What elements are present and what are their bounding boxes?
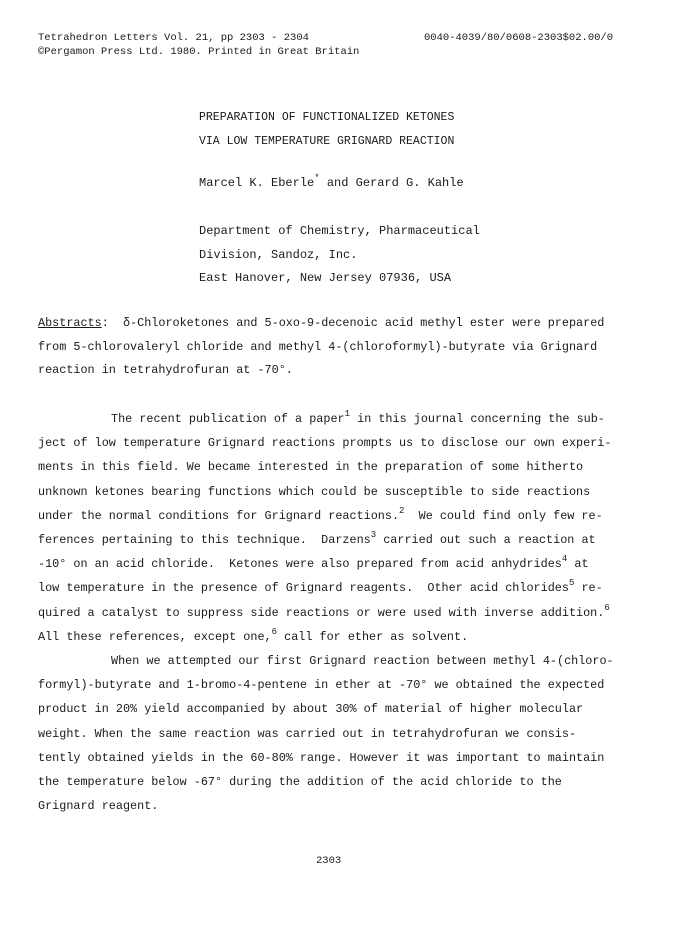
text-span: at bbox=[567, 557, 589, 572]
text-span: carried out such a reaction at bbox=[376, 533, 596, 548]
paragraph-1-line bbox=[38, 407, 643, 431]
paragraph-2-line: Grignard reagent. bbox=[38, 799, 159, 814]
abstract bbox=[38, 312, 638, 383]
paragraph-1-line bbox=[38, 504, 643, 528]
journal-header bbox=[38, 31, 359, 59]
text-span: quired a catalyst to suppress side reactions or were used with inverse addition. bbox=[38, 605, 605, 620]
author-2: and Gerard G. Kahle bbox=[319, 176, 464, 190]
paragraph-1-line bbox=[38, 625, 643, 649]
paragraph-1-line bbox=[38, 528, 643, 552]
paragraph-2-line: weight. When the same reaction was carried out in tetrahydrofuran we consis- bbox=[38, 726, 577, 741]
text-span: All these references, except one, bbox=[38, 629, 272, 644]
article-code: 0040-4039/80/0608-2303$02.00/0 bbox=[424, 32, 614, 44]
reference-3: 3 bbox=[370, 530, 377, 541]
text-span: call for ether as solvent. bbox=[277, 629, 469, 644]
text-span: under the normal conditions for Grignard reactions. bbox=[38, 508, 400, 523]
journal-line: Tetrahedron Letters Vol. 21, pp 2303 - 2304 bbox=[38, 32, 309, 44]
affiliation bbox=[199, 220, 480, 291]
text-span: We could find only few re- bbox=[404, 508, 603, 523]
paragraph-2-line: product in 20% yield accompanied by about 30% of material of higher molecular bbox=[38, 702, 584, 717]
reference-6-repeat: 6 bbox=[271, 626, 278, 637]
page-number: 2303 bbox=[316, 855, 342, 867]
author-1: Marcel K. Eberle bbox=[199, 176, 315, 190]
publisher-line: ©Pergamon Press Ltd. 1980. Printed in Great Britain bbox=[38, 46, 360, 58]
reference-1: 1 bbox=[344, 409, 351, 419]
text-span: re- bbox=[574, 581, 603, 596]
paragraph-1-line bbox=[38, 576, 643, 600]
text-span: -10° on an acid chloride. Ketones were also prepared from acid anhydrides bbox=[38, 557, 562, 572]
reference-4: 4 bbox=[561, 554, 568, 565]
abstract-label: Abstracts bbox=[38, 316, 102, 330]
paragraph-1-line: unknown ketones bearing functions which could be susceptible to side reactions bbox=[38, 484, 591, 499]
paragraph-1-line bbox=[38, 552, 643, 576]
paragraph-1-line: ject of low temperature Grignard reactions prompts us to disclose our own experi- bbox=[38, 436, 612, 451]
paragraph-2-line: the temperature below -67° during the addition of the acid chloride to the bbox=[38, 775, 562, 790]
text-span: ferences pertaining to this technique. Darzens bbox=[38, 533, 371, 548]
paragraph-2-line: formyl)-butyrate and 1-bromo-4-pentene in ether at -70° we obtained the expected bbox=[38, 678, 605, 693]
reference-6: 6 bbox=[604, 602, 610, 613]
abstract-colon: : bbox=[101, 316, 109, 330]
abstract-line-1: δ-Chloroketones and 5-oxo-9-decenoic acid methyl ester were prepared bbox=[108, 316, 605, 330]
author-line bbox=[199, 173, 464, 190]
article-title bbox=[199, 111, 454, 159]
title-line-1: PREPARATION OF FUNCTIONALIZED KETONES bbox=[199, 111, 455, 124]
text-span: low temperature in the presence of Grignard reagents. Other acid chlorides bbox=[38, 581, 569, 596]
body-text bbox=[38, 407, 643, 818]
paragraph-2-line: tently obtained yields in the 60-80% range. However it was important to maintain bbox=[38, 750, 605, 765]
affiliation-line-3: East Hanover, New Jersey 07936, USA bbox=[199, 271, 452, 285]
paragraph-1-line: ments in this field. We became interested in the preparation of some hitherto bbox=[38, 460, 584, 475]
corresponding-author-mark: * bbox=[314, 173, 320, 183]
text-span: in this journal concerning the sub- bbox=[350, 412, 605, 426]
affiliation-line-1: Department of Chemistry, Pharmaceutical bbox=[199, 224, 480, 238]
title-line-2: VIA LOW TEMPERATURE GRIGNARD REACTION bbox=[199, 135, 455, 148]
paragraph-1-line bbox=[38, 601, 643, 625]
paragraph-2-line: When we attempted our first Grignard reaction between methyl 4-(chloro- bbox=[111, 654, 614, 669]
abstract-line-3: reaction in tetrahydrofuran at -70°. bbox=[38, 363, 293, 378]
abstract-line-2: from 5-chlorovaleryl chloride and methyl 4-(chloroformyl)-butyrate via Grignard bbox=[38, 339, 598, 354]
reference-5: 5 bbox=[568, 578, 575, 589]
reference-2: 2 bbox=[399, 505, 405, 516]
text-span: The recent publication of a paper bbox=[111, 412, 345, 426]
affiliation-line-2: Division, Sandoz, Inc. bbox=[199, 247, 358, 262]
